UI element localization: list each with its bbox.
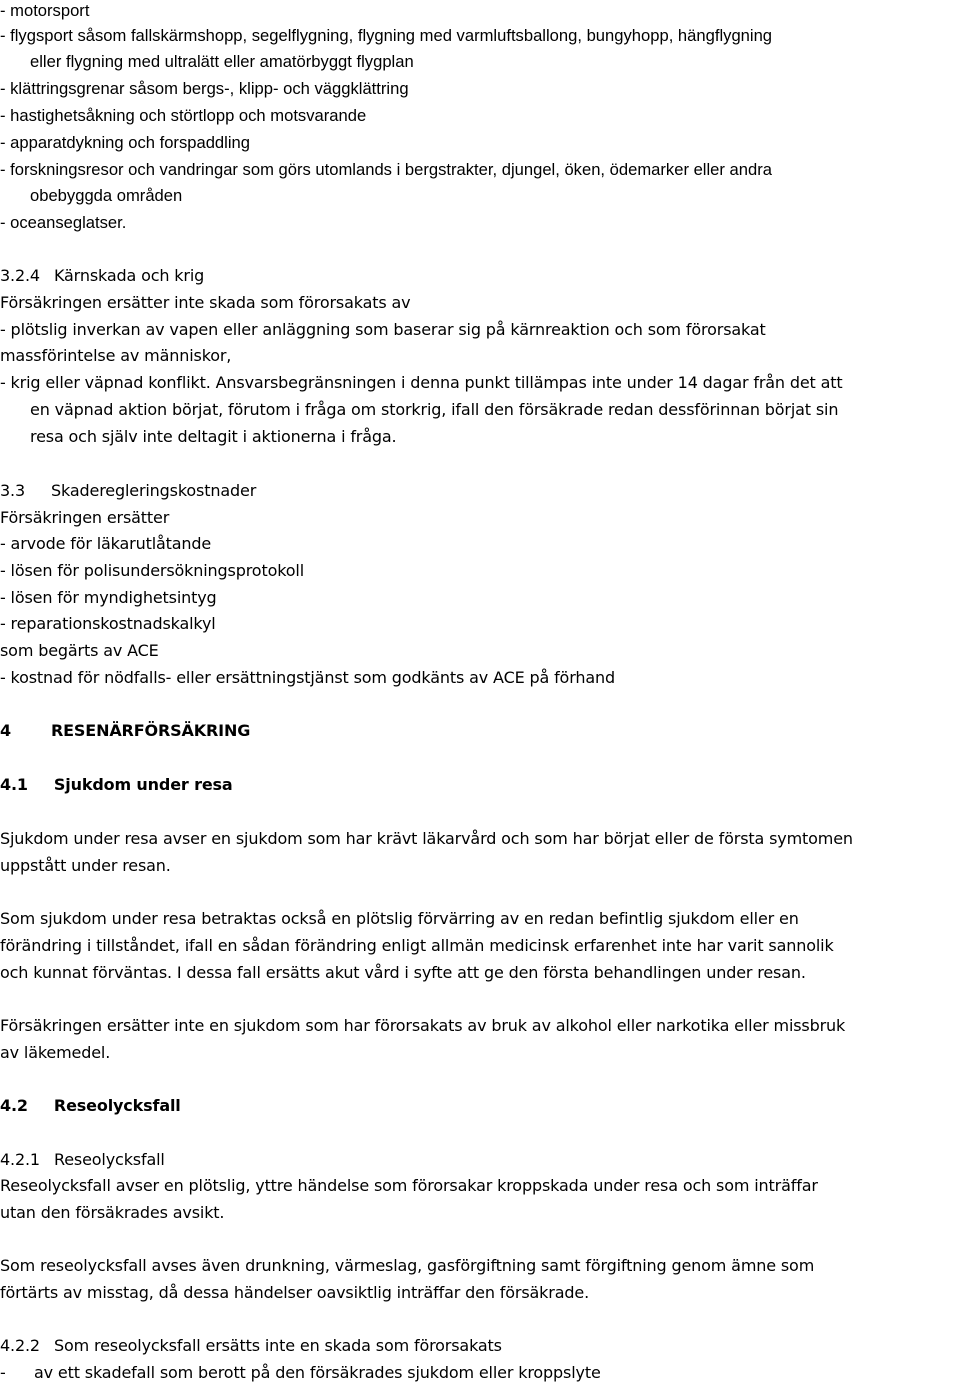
list-item-apparatdykning: - apparatdykning och forspaddling	[0, 133, 250, 152]
section-title: Kärnskada och krig	[53, 266, 205, 285]
section-heading-4-2	[0, 1095, 181, 1117]
paragraph-line: Försäkringen ersätter inte en sjukdom som har förorsakats av bruk av alkohol eller narkotika eller missbruk	[0, 1016, 846, 1035]
section-heading-4-1	[0, 774, 233, 796]
paragraph-line: utan den försäkrades avsikt.	[0, 1203, 225, 1222]
paragraph-line: och kunnat förväntas. I dessa fall ersätts akut vård i syfte att ge den första behandlingen under resan.	[0, 963, 806, 982]
list-dash: -	[0, 1363, 6, 1382]
section-title: RESENÄRFÖRSÄKRING	[50, 721, 251, 740]
list-item-motorsport: - motorsport	[0, 1, 90, 20]
paragraph-line: - plötslig inverkan av vapen eller anläggning som baserar sig på kärnreaktion och som förorsakat	[0, 320, 766, 339]
paragraph-line: massförintelse av människor,	[0, 346, 232, 365]
section-number: 4.2.2	[0, 1336, 40, 1355]
section-number: 4.2	[0, 1096, 28, 1115]
paragraph-line: förändring i tillståndet, ifall en sådan förändring enligt allmän medicinsk erfarenhet inte har varit sannolik	[0, 936, 834, 955]
list-item-hastighet: - hastighetsåkning och störtlopp och motsvarande	[0, 106, 367, 125]
list-item-text: av ett skadefall som berott på den försäkrades sjukdom eller kroppslyte	[34, 1363, 601, 1382]
section-number: 4	[0, 721, 11, 740]
paragraph-line: en väpnad aktion börjat, förutom i fråga om storkrig, ifall den försäkrade redan dessförinnan börjat sin	[30, 400, 839, 419]
list-item: - lösen för polisundersökningsprotokoll	[0, 561, 304, 580]
list-item-flygsport-cont: eller flygning med ultralätt eller amatörbyggt flygplan	[30, 52, 414, 71]
section-number: 4.2.1	[0, 1150, 40, 1169]
list-item	[0, 1362, 601, 1384]
paragraph-line: Som reseolycksfall avses även drunkning, värmeslag, gasförgiftning samt förgiftning genom ämne som	[0, 1256, 815, 1275]
list-item: - arvode för läkarutlåtande	[0, 534, 212, 553]
paragraph-line: Sjukdom under resa avser en sjukdom som har krävt läkarvård och som har börjat eller de första symtomen	[0, 829, 853, 848]
list-item-klattring: - klättringsgrenar såsom bergs-, klipp- och väggklättring	[0, 79, 409, 98]
list-item-forskningsresor-cont: obebyggda områden	[30, 186, 183, 205]
section-number: 4.1	[0, 775, 28, 794]
paragraph-line: Försäkringen ersätter inte skada som förorsakats av	[0, 293, 411, 312]
section-heading-4-2-2	[0, 1335, 502, 1357]
paragraph-line: förtärts av misstag, då dessa händelser oavsiktlig inträffar den försäkrade.	[0, 1283, 589, 1302]
paragraph-line: Försäkringen ersätter	[0, 508, 170, 527]
list-item-oceanseglatser: - oceanseglatser.	[0, 213, 127, 232]
chapter-heading-4	[0, 720, 250, 742]
list-item: - kostnad för nödfalls- eller ersättningstjänst som godkänts av ACE på förhand	[0, 668, 615, 687]
section-title: Reseolycksfall	[53, 1150, 165, 1169]
list-item: - reparationskostnadskalkyl	[0, 614, 216, 633]
list-item-flygsport: - flygsport såsom fallskärmshopp, segelflygning, flygning med varmluftsballong, bungyhopp, hängflygning	[0, 26, 773, 45]
paragraph-line: Reseolycksfall avser en plötslig, yttre händelse som förorsakar kroppskada under resa och som inträffar	[0, 1176, 818, 1195]
section-heading-4-2-1	[0, 1149, 165, 1171]
section-heading-3-2-4	[0, 265, 204, 287]
paragraph-line: - krig eller väpnad konflikt. Ansvarsbegränsningen i denna punkt tillämpas inte under 14 dagar från det att	[0, 373, 843, 392]
section-title: Reseolycksfall	[53, 1096, 181, 1115]
list-item-forskningsresor: - forskningsresor och vandringar som görs utomlands i bergstrakter, djungel, öken, ödemarker eller andra	[0, 160, 772, 179]
paragraph-line: Som sjukdom under resa betraktas också en plötslig förvärring av en redan befintlig sjukdom eller en	[0, 909, 799, 928]
section-heading-3-3	[0, 480, 256, 502]
section-title: Sjukdom under resa	[53, 775, 233, 794]
paragraph-line: resa och själv inte deltagit i aktionerna i fråga.	[30, 427, 397, 446]
paragraph-line: av läkemedel.	[0, 1043, 111, 1062]
paragraph-line: som begärts av ACE	[0, 641, 159, 660]
section-number: 3.3	[0, 481, 25, 500]
paragraph-line: uppstått under resan.	[0, 856, 171, 875]
list-item: - lösen för myndighetsintyg	[0, 588, 217, 607]
section-title: Som reseolycksfall ersätts inte en skada som förorsakats	[53, 1336, 502, 1355]
section-title: Skaderegleringskostnader	[51, 481, 257, 500]
section-number: 3.2.4	[0, 266, 40, 285]
